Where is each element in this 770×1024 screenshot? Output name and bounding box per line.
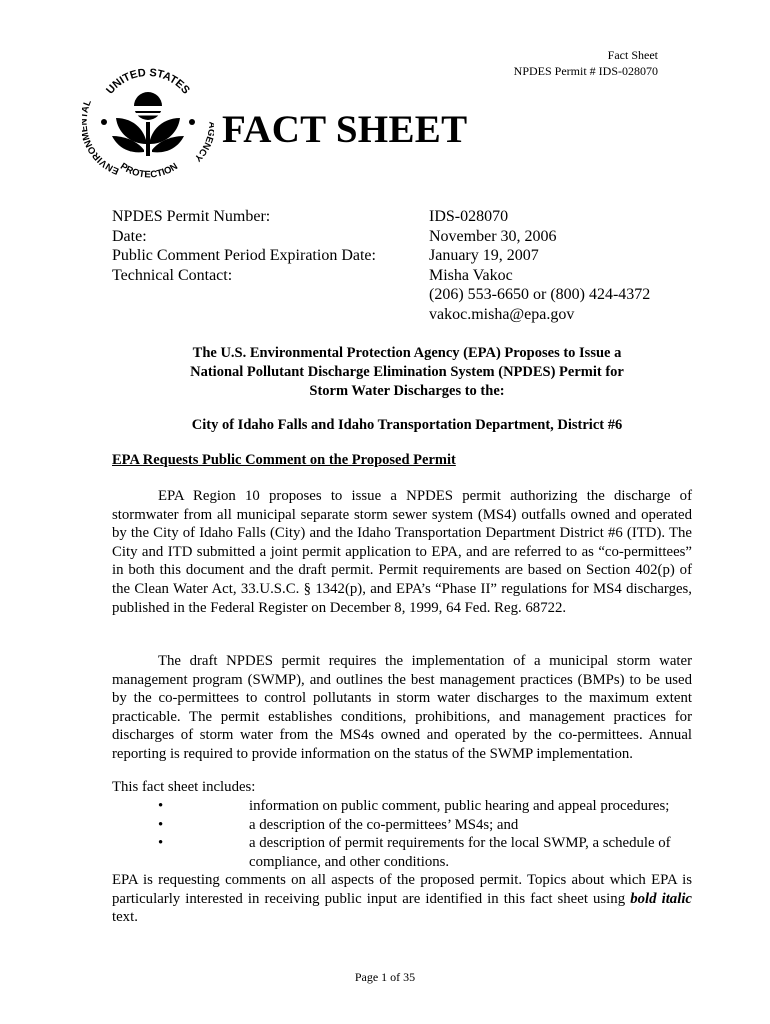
info-label: NPDES Permit Number: [112, 208, 271, 225]
info-label: Public Comment Period Expiration Date: [112, 247, 376, 264]
list-item-text: a description of the co-permittees’ MS4s; and [249, 816, 519, 833]
info-row [112, 246, 712, 266]
page-header [514, 47, 658, 79]
paragraph [112, 487, 692, 617]
list-item [112, 816, 692, 835]
list-item [112, 834, 692, 871]
svg-text:PROTECTION [118, 161, 180, 181]
list-item [112, 797, 692, 816]
info-row [112, 305, 712, 325]
seal-right-text: ENCY [191, 134, 214, 164]
contact-email: vakoc.misha@epa.gov [429, 305, 575, 323]
info-label: Technical Contact: [112, 266, 233, 284]
info-value: Misha Vakoc [429, 266, 513, 284]
announcement-heading [112, 344, 702, 401]
page-title: FACT SHEET [222, 108, 468, 151]
info-value: IDS-028070 [429, 208, 509, 225]
header-doc-type: Fact Sheet [607, 48, 658, 62]
info-row [112, 227, 712, 247]
paragraph-text: The draft NPDES permit requires the implementation of a municipal storm water management program (SWMP), and outlines the best management practices (BMPs) to be used by the co-permittees to control pollutants in storm water discharges to the maximum extent practicable. The permit establishes conditions, prohibitions, and management practices for discharges of storm water from the MS4s owned and operated by the co-permittees. Annual reporting is required to provide information on the status of the SWMP implementation. [112, 653, 692, 762]
info-value: November 30, 2006 [429, 227, 557, 245]
epa-seal-icon [82, 56, 214, 188]
permittee-name: City of Idaho Falls and Idaho Transportation Department, District #6 [191, 417, 623, 433]
seal-left-text: ENVIRON L [82, 98, 121, 177]
announcement-line: Storm Water Discharges to the: [309, 383, 505, 399]
bullet-icon: • [158, 835, 164, 852]
header-permit-number: NPDES Permit # IDS-028070 [513, 64, 658, 78]
paragraph-text: EPA Region 10 proposes to issue a NPDES permit authorizing the discharge of stormwater from all municipal separate storm sewer system (MS4) outfalls owned and operated by the City of Idaho Falls (City) and the Idaho Transportation Department District #6 (ITD). The City and ITD submitted a joint permit application to EPA, and are referred to as “co-permittees” in both this document and the draft permit. Permit requirements are based on Section 402(p) of the Clean Water Act, 33.U.S.C. § 1342(p), and EPA’s “Phase II” regulations for MS4 discharges, published in the Federal Register on December 8, 1999, 64 Fed. Reg. 68722. [112, 488, 692, 616]
info-label [112, 285, 429, 305]
permit-info-block [112, 207, 712, 324]
request-emphasis: bold italic [630, 890, 692, 907]
contact-phone: (206) 553-6650 or (800) 424-4372 [429, 286, 651, 303]
seal-top-text: UNITED STATES [104, 66, 192, 97]
request-tail: text. [112, 909, 138, 926]
comment-request-paragraph [112, 871, 692, 927]
info-row [112, 266, 712, 286]
info-value: January 19, 2007 [429, 247, 539, 264]
info-label: Date: [112, 227, 147, 245]
svg-text:AGENCY [191, 121, 214, 164]
list-item-text: information on public comment, public hearing and appeal procedures; [249, 798, 670, 814]
announcement-line: National Pollutant Discharge Elimination System (NPDES) Permit for [190, 364, 624, 380]
page-number: Page 1 of 35 [354, 970, 416, 984]
includes-label: This fact sheet includes: [112, 779, 256, 795]
paragraph [112, 652, 692, 764]
includes-list [112, 797, 692, 871]
seal-bottom-text: PROTECTION [118, 160, 180, 181]
info-row [112, 207, 712, 227]
announcement-line: The U.S. Environmental Protection Agency (EPA) Proposes to Issue a [192, 345, 622, 361]
info-row [112, 285, 712, 305]
bullet-icon: • [158, 816, 164, 833]
section-heading: EPA Requests Public Comment on the Proposed Permit [112, 452, 456, 468]
list-item-text: a description of permit requirements for the local SWMP, a schedule of compliance, and other conditions. [249, 835, 671, 870]
info-label [112, 305, 429, 325]
request-text: EPA is requesting comments on all aspects of the proposed permit. Topics about which EPA is particularly interested in receiving public input are identified in this fact sheet using [112, 872, 692, 907]
bullet-icon: • [158, 798, 164, 814]
